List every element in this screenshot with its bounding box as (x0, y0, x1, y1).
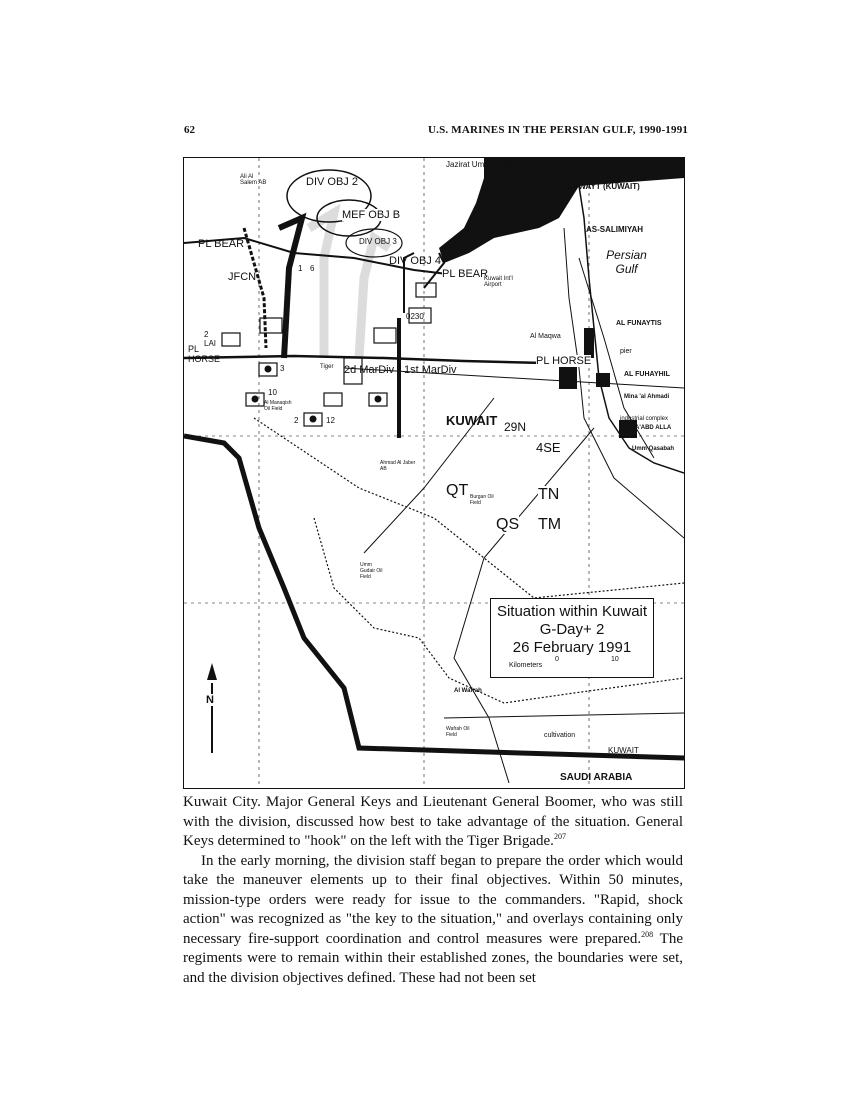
label-pl-horse-right: PL HORSE (536, 355, 592, 367)
label-umm-gudair: Umm Gudair Oil Field (360, 562, 383, 580)
label-burgan: Burgan Oil Field (470, 494, 494, 506)
label-0230: 0230 (406, 312, 424, 321)
unit-symbol (324, 393, 342, 406)
label-mina-al-ahmadi: Mina 'al Ahmadi (624, 394, 670, 400)
unit-symbol-dot (375, 396, 382, 403)
label-al-maqwa: Al Maqwa (530, 333, 561, 340)
unit-symbol (260, 318, 282, 333)
label-unit-1: 1 (298, 264, 303, 273)
label-2d-mardiv: 2d MarDiv (344, 364, 395, 376)
label-north: N (206, 694, 214, 706)
paragraph-2-text-b: The regiments were to remain within their established zones, the boundaries were set, and the division objectives defined. These had not been set (183, 930, 683, 986)
unit-symbol (222, 333, 240, 346)
label-ali-al-salem: Ali Al Salem AB (240, 174, 267, 186)
label-div-obj-3: DIV OBJ 3 (359, 237, 397, 246)
label-4se: 4SE (536, 440, 561, 455)
label-al-manaqish: Al Manaqish Oil Field (264, 400, 292, 412)
body-text (183, 793, 683, 988)
label-kuwait-border: KUWAIT (608, 746, 639, 755)
footnote-ref-208: 208 (641, 929, 654, 939)
label-jazirat: Jazirat Umm an Nami (446, 160, 523, 169)
scale-end: 10 (611, 656, 619, 663)
label-as-salimiyah: AS-SALIMIYAH (586, 225, 644, 234)
label-ras-ajuzah: Ra's Ajuzah harbour (548, 162, 620, 171)
legend-title: Situation within Kuwait (496, 603, 648, 620)
pl-horse-line (184, 356, 544, 363)
legend-scale (491, 656, 653, 674)
label-div-obj-2: DIV OBJ 2 (306, 176, 358, 188)
label-unit-10: 10 (268, 388, 277, 397)
label-pier: pier (620, 348, 632, 355)
scale-start: 0 (555, 656, 559, 663)
label-cultivation: cultivation (544, 732, 576, 739)
unit-symbol (374, 328, 396, 343)
label-pl-bear-left: PL BEAR (198, 238, 245, 250)
label-29n: 29N (504, 420, 527, 434)
unit-symbol-dot (310, 416, 317, 423)
map-legend (490, 598, 654, 678)
situation-map (183, 157, 685, 789)
label-kuwait-airport: Kuwait Int'l Airport (484, 276, 513, 288)
international-border (184, 436, 684, 758)
label-pl-horse-left: PL HORSE (188, 344, 221, 364)
paragraph-2 (183, 852, 683, 989)
label-ahmad-al-jaber: Ahmad Al Jaber AB (380, 460, 416, 472)
label-unit-3: 3 (280, 364, 285, 373)
legend-day: G-Day+ 2 (539, 621, 605, 638)
label-al-wafrah: Al Wafrah (454, 688, 482, 694)
obstacle-belt (254, 418, 684, 598)
advance-arrow (279, 218, 302, 358)
label-1st-mardiv: 1st MarDiv (404, 364, 457, 376)
label-lai-2: 2 LAI (204, 330, 217, 348)
unit-symbol-dot (265, 366, 272, 373)
label-al-fuhayhil: AL FUHAYHIL (624, 371, 670, 378)
paragraph-1-text: Kuwait City. Major General Keys and Lieutenant General Boomer, who was still with the division, discussed how best to take advantage of the situation. General Keys determined to "hook" on the left with the Tiger Brigade. (183, 794, 683, 849)
label-unit-2: 2 (294, 416, 299, 425)
north-arrow-head (207, 663, 217, 680)
label-unit-12: 12 (326, 416, 335, 425)
label-industrial-complex: industrial complex (620, 416, 669, 422)
paragraph-2-text-a: In the early morning, the division staff began to prepare the order which would take the maneuver elements up to their final objectives. Within 50 minutes, mission-type orders were ready for issue to the commanders. "Rapid, shock action" was recognized as "the key to the situation," and overlays containing only necessary fire-support coordination and control measures were prepared. (183, 852, 683, 947)
city-block (596, 373, 610, 387)
page-number: 62 (184, 124, 195, 136)
road (444, 713, 684, 718)
paragraph-1 (183, 793, 683, 852)
label-pl-bear-right: PL BEAR (442, 268, 489, 280)
label-persian-gulf: Persian Gulf (606, 248, 647, 276)
label-tn: TN (538, 486, 560, 503)
label-wafrah-oil: Wafrah Oil Field (446, 726, 470, 738)
scale-label: Kilometers (509, 662, 543, 669)
label-qt: QT (446, 482, 469, 499)
legend-date: 26 February 1991 (512, 639, 632, 656)
label-div-obj-4: DIV OBJ 4 (389, 255, 441, 267)
obstacle-belt (244, 228, 266, 348)
label-al-kuwayt: AL' KUWAYT (KUWAIT) (552, 182, 640, 191)
label-tm: TM (538, 516, 562, 533)
footnote-ref-207: 207 (553, 832, 566, 841)
label-saudi-arabia: SAUDI ARABIA (560, 772, 633, 783)
unit-symbol-dot (252, 396, 259, 403)
label-jfcn: JFCN (228, 271, 257, 283)
label-al-funaytis: AL FUNAYTIS (616, 320, 662, 327)
label-kuwait-center: KUWAIT (446, 413, 498, 428)
running-head: U.S. MARINES IN THE PERSIAN GULF, 1990-1991 (428, 124, 689, 136)
label-unit-6: 6 (310, 264, 315, 273)
label-tiger: Tiger (320, 364, 334, 370)
advance-arrow (309, 213, 334, 358)
label-mef-obj-b: MEF OBJ B (342, 209, 401, 221)
label-qs: QS (496, 516, 520, 533)
label-umm-qasabah: Umm Qasabah (632, 446, 675, 452)
label-mina-abd-allah: MINA'ABD ALLA (624, 425, 672, 431)
